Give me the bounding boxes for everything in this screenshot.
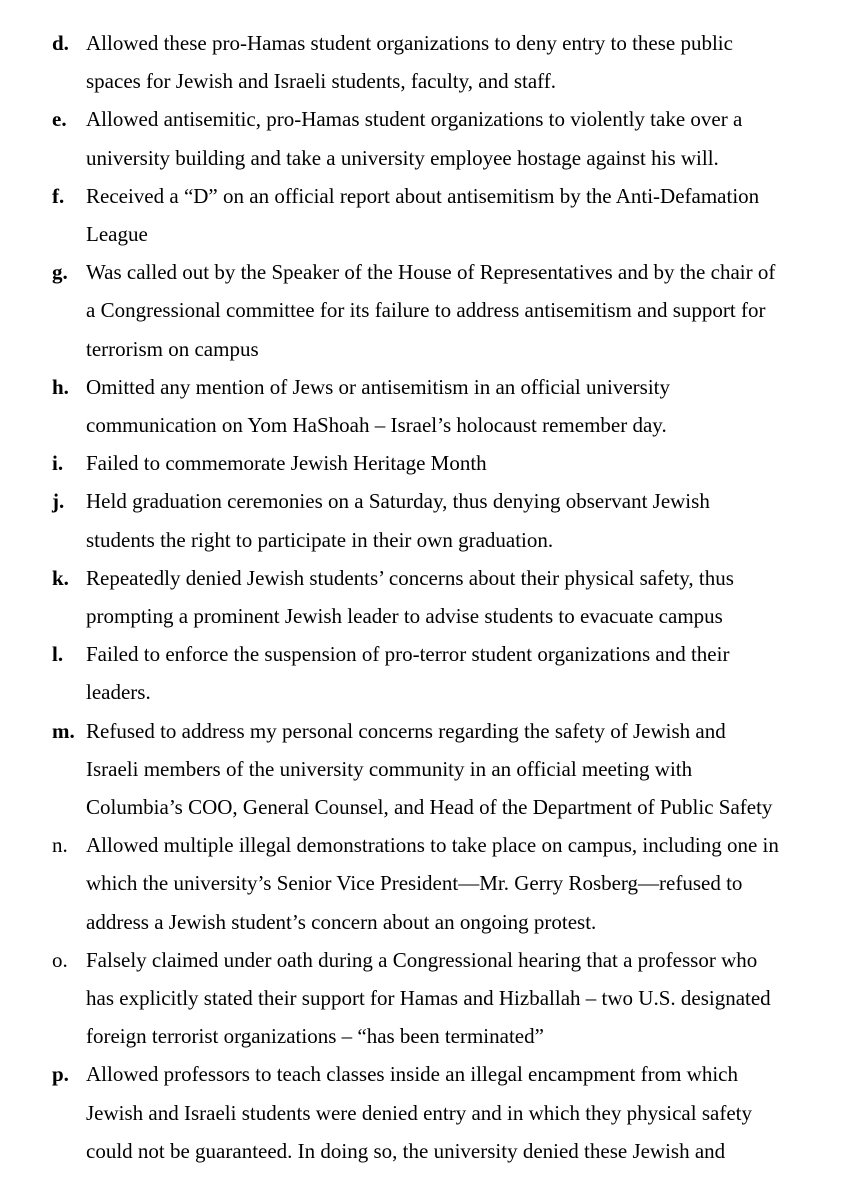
list-item-text-line: League	[86, 221, 148, 246]
list-item-marker: e.	[52, 107, 67, 132]
list-item-marker: g.	[52, 260, 68, 285]
list-item-text-line: Columbia’s COO, General Counsel, and Head of the Department of Public Safety	[86, 794, 773, 819]
list-item-text-line: Received a “D” on an official report about antisemitism by the Anti-Defamation	[86, 183, 760, 208]
list-item-marker: f.	[52, 183, 65, 208]
list-item-text-line: Refused to address my personal concerns regarding the safety of Jewish and	[86, 718, 726, 743]
list-item-text-line: Allowed antisemitic, pro-Hamas student organizations to violently take over a	[86, 107, 743, 132]
list-item-marker: j.	[52, 489, 65, 514]
list-item-text-line: Allowed professors to teach classes inside an illegal encampment from which	[86, 1062, 738, 1087]
list-item-text-line: Falsely claimed under oath during a Congressional hearing that a professor who	[86, 947, 758, 972]
list-item-marker: i.	[52, 451, 64, 476]
list-item-marker: k.	[52, 565, 69, 590]
list-item-text-line: Allowed these pro-Hamas student organizations to deny entry to these public	[86, 31, 733, 55]
list-item-text-line: Failed to enforce the suspension of pro-terror student organizations and their	[86, 642, 730, 667]
list-item-text-line: prompting a prominent Jewish leader to advise students to evacuate campus	[86, 603, 723, 628]
list-item-marker: o.	[52, 947, 68, 972]
list-item-marker: m.	[52, 718, 75, 743]
list-item-marker: l.	[52, 642, 64, 667]
list-item-marker: n.	[52, 833, 68, 858]
list-item-text-line: which the university’s Senior Vice President—Mr. Gerry Rosberg—refused to	[86, 871, 743, 896]
list-item-text-line: Omitted any mention of Jews or antisemitism in an official university	[86, 374, 671, 399]
list-item-text-line: students the right to participate in their own graduation.	[86, 527, 554, 552]
list-item-marker: d.	[52, 31, 69, 55]
list-item-marker: p.	[52, 1062, 69, 1087]
list-item-text-line: Allowed multiple illegal demonstrations to take place on campus, including one in	[86, 833, 779, 858]
list-item-text-line: communication on Yom HaShoah – Israel’s holocaust remember day.	[86, 412, 667, 437]
list-item-marker: h.	[52, 374, 69, 399]
list-item-text-line: has explicitly stated their support for Hamas and Hizballah – two U.S. designated	[86, 985, 771, 1010]
list-item-text-line: Israeli members of the university community in an official meeting with	[86, 756, 693, 781]
list-item-text-line: address a Jewish student’s concern about an ongoing protest.	[86, 909, 597, 934]
list-item-text-line: foreign terrorist organizations – “has been terminated”	[86, 1024, 544, 1049]
list-item-text-line: terrorism on campus	[86, 336, 259, 361]
list-item-text-line: Was called out by the Speaker of the House of Representatives and by the chair of	[86, 260, 776, 285]
list-item-text-line: Held graduation ceremonies on a Saturday, thus denying observant Jewish	[86, 489, 710, 514]
list-item-text-line: leaders.	[86, 680, 151, 705]
list-item-text-line: Repeatedly denied Jewish students’ concerns about their physical safety, thus	[86, 565, 734, 590]
list-item-text-line: spaces for Jewish and Israeli students, faculty, and staff.	[86, 69, 557, 94]
list-item-text-line: could not be guaranteed. In doing so, the university denied these Jewish and	[86, 1138, 726, 1163]
list-item-text-line: Failed to commemorate Jewish Heritage Month	[86, 451, 487, 476]
list-item-text-line: Jewish and Israeli students were denied entry and in which they physical safety	[86, 1100, 752, 1125]
list-item-text-line: a Congressional committee for its failure to address antisemitism and support for	[86, 298, 766, 323]
list-item-text-line: university building and take a university employee hostage against his will.	[86, 145, 719, 170]
